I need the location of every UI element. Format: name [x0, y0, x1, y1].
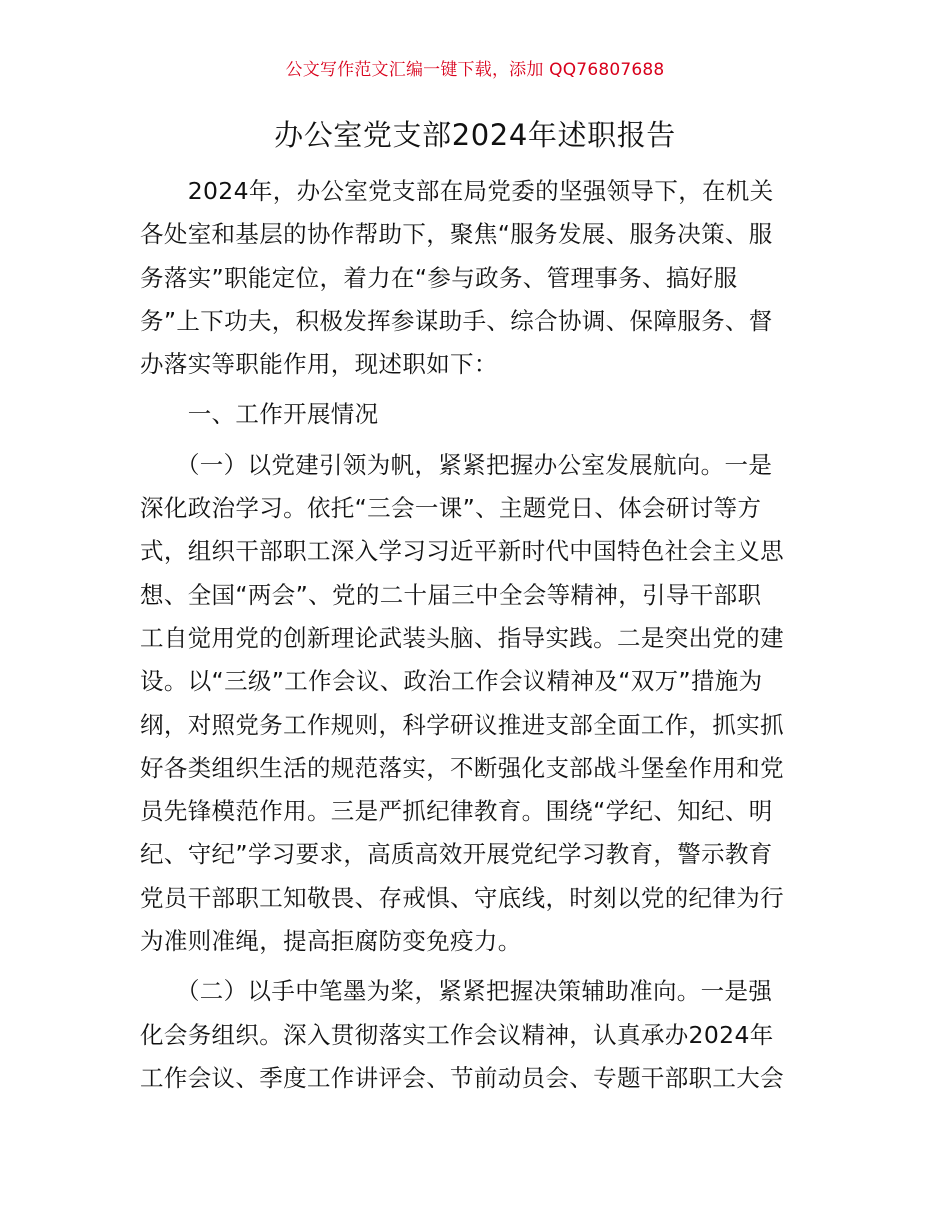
- paragraph-line: 工自觉用党的创新理论武装头脑、指导实践。二是突出党的建: [140, 623, 784, 652]
- paragraph-line: 务”上下功夫，积极发挥参谋助手、综合协调、保障服务、督: [140, 306, 773, 335]
- paragraph-line: （二）以手中笔墨为桨，紧紧把握决策辅助准向。一是强: [140, 977, 773, 1006]
- paragraph-line: 深化政治学习。依托“三会一课”、主题党日、体会研讨等方: [140, 494, 762, 523]
- paragraph-line: 化会务组织。深入贯彻落实工作会议精神，认真承办2024年: [140, 1020, 774, 1049]
- paragraph-line: 员先锋模范作用。三是严抓纪律教育。围绕“学纪、知纪、明: [140, 797, 773, 826]
- paragraph-line: 设。以“三级”工作会议、政治工作会议精神及“双万”措施为: [140, 667, 763, 696]
- paragraph-line: 纲，对照党务工作规则，科学研议推进支部全面工作，抓实抓: [140, 710, 784, 739]
- paragraph-line: 为准则准绳，提高拒腐防变免疫力。: [140, 927, 522, 956]
- paragraph-line: 式，组织干部职工深入学习习近平新时代中国特色社会主义思: [140, 537, 784, 566]
- section-heading: 一、工作开展情况: [140, 400, 379, 429]
- document-title: 办公室党支部2024年述职报告: [274, 118, 676, 152]
- paragraph-line: 办落实等职能作用，现述职如下：: [140, 350, 498, 379]
- paragraph-line: 各处室和基层的协作帮助下，聚焦“服务发展、服务决策、服: [140, 220, 773, 249]
- paragraph-line: 想、全国“两会”、党的二十届三中全会等精神，引导干部职: [140, 580, 762, 609]
- document-body: [140, 170, 812, 1100]
- paragraph-line: 党员干部职工知敬畏、存戒惧、守底线，时刻以党的纪律为行: [140, 883, 784, 912]
- paragraph-line: 2024年，办公室党支部在局党委的坚强领导下，在机关: [140, 177, 774, 205]
- download-watermark-header: 公文写作范文汇编一键下载，添加 QQ76807688: [285, 60, 665, 80]
- paragraph-line: 工作会议、季度工作讲评会、节前动员会、专题干部职工大会: [140, 1063, 784, 1092]
- paragraph-line: 好各类组织生活的规范落实，不断强化支部战斗堡垒作用和党: [140, 753, 784, 782]
- paragraph-line: 纪、守纪”学习要求，高质高效开展党纪学习教育，警示教育: [140, 840, 773, 869]
- paragraph-line: （一）以党建引领为帆，紧紧把握办公室发展航向。一是: [140, 450, 773, 479]
- paragraph-line: 务落实”职能定位，着力在“参与政务、管理事务、搞好服: [140, 263, 738, 292]
